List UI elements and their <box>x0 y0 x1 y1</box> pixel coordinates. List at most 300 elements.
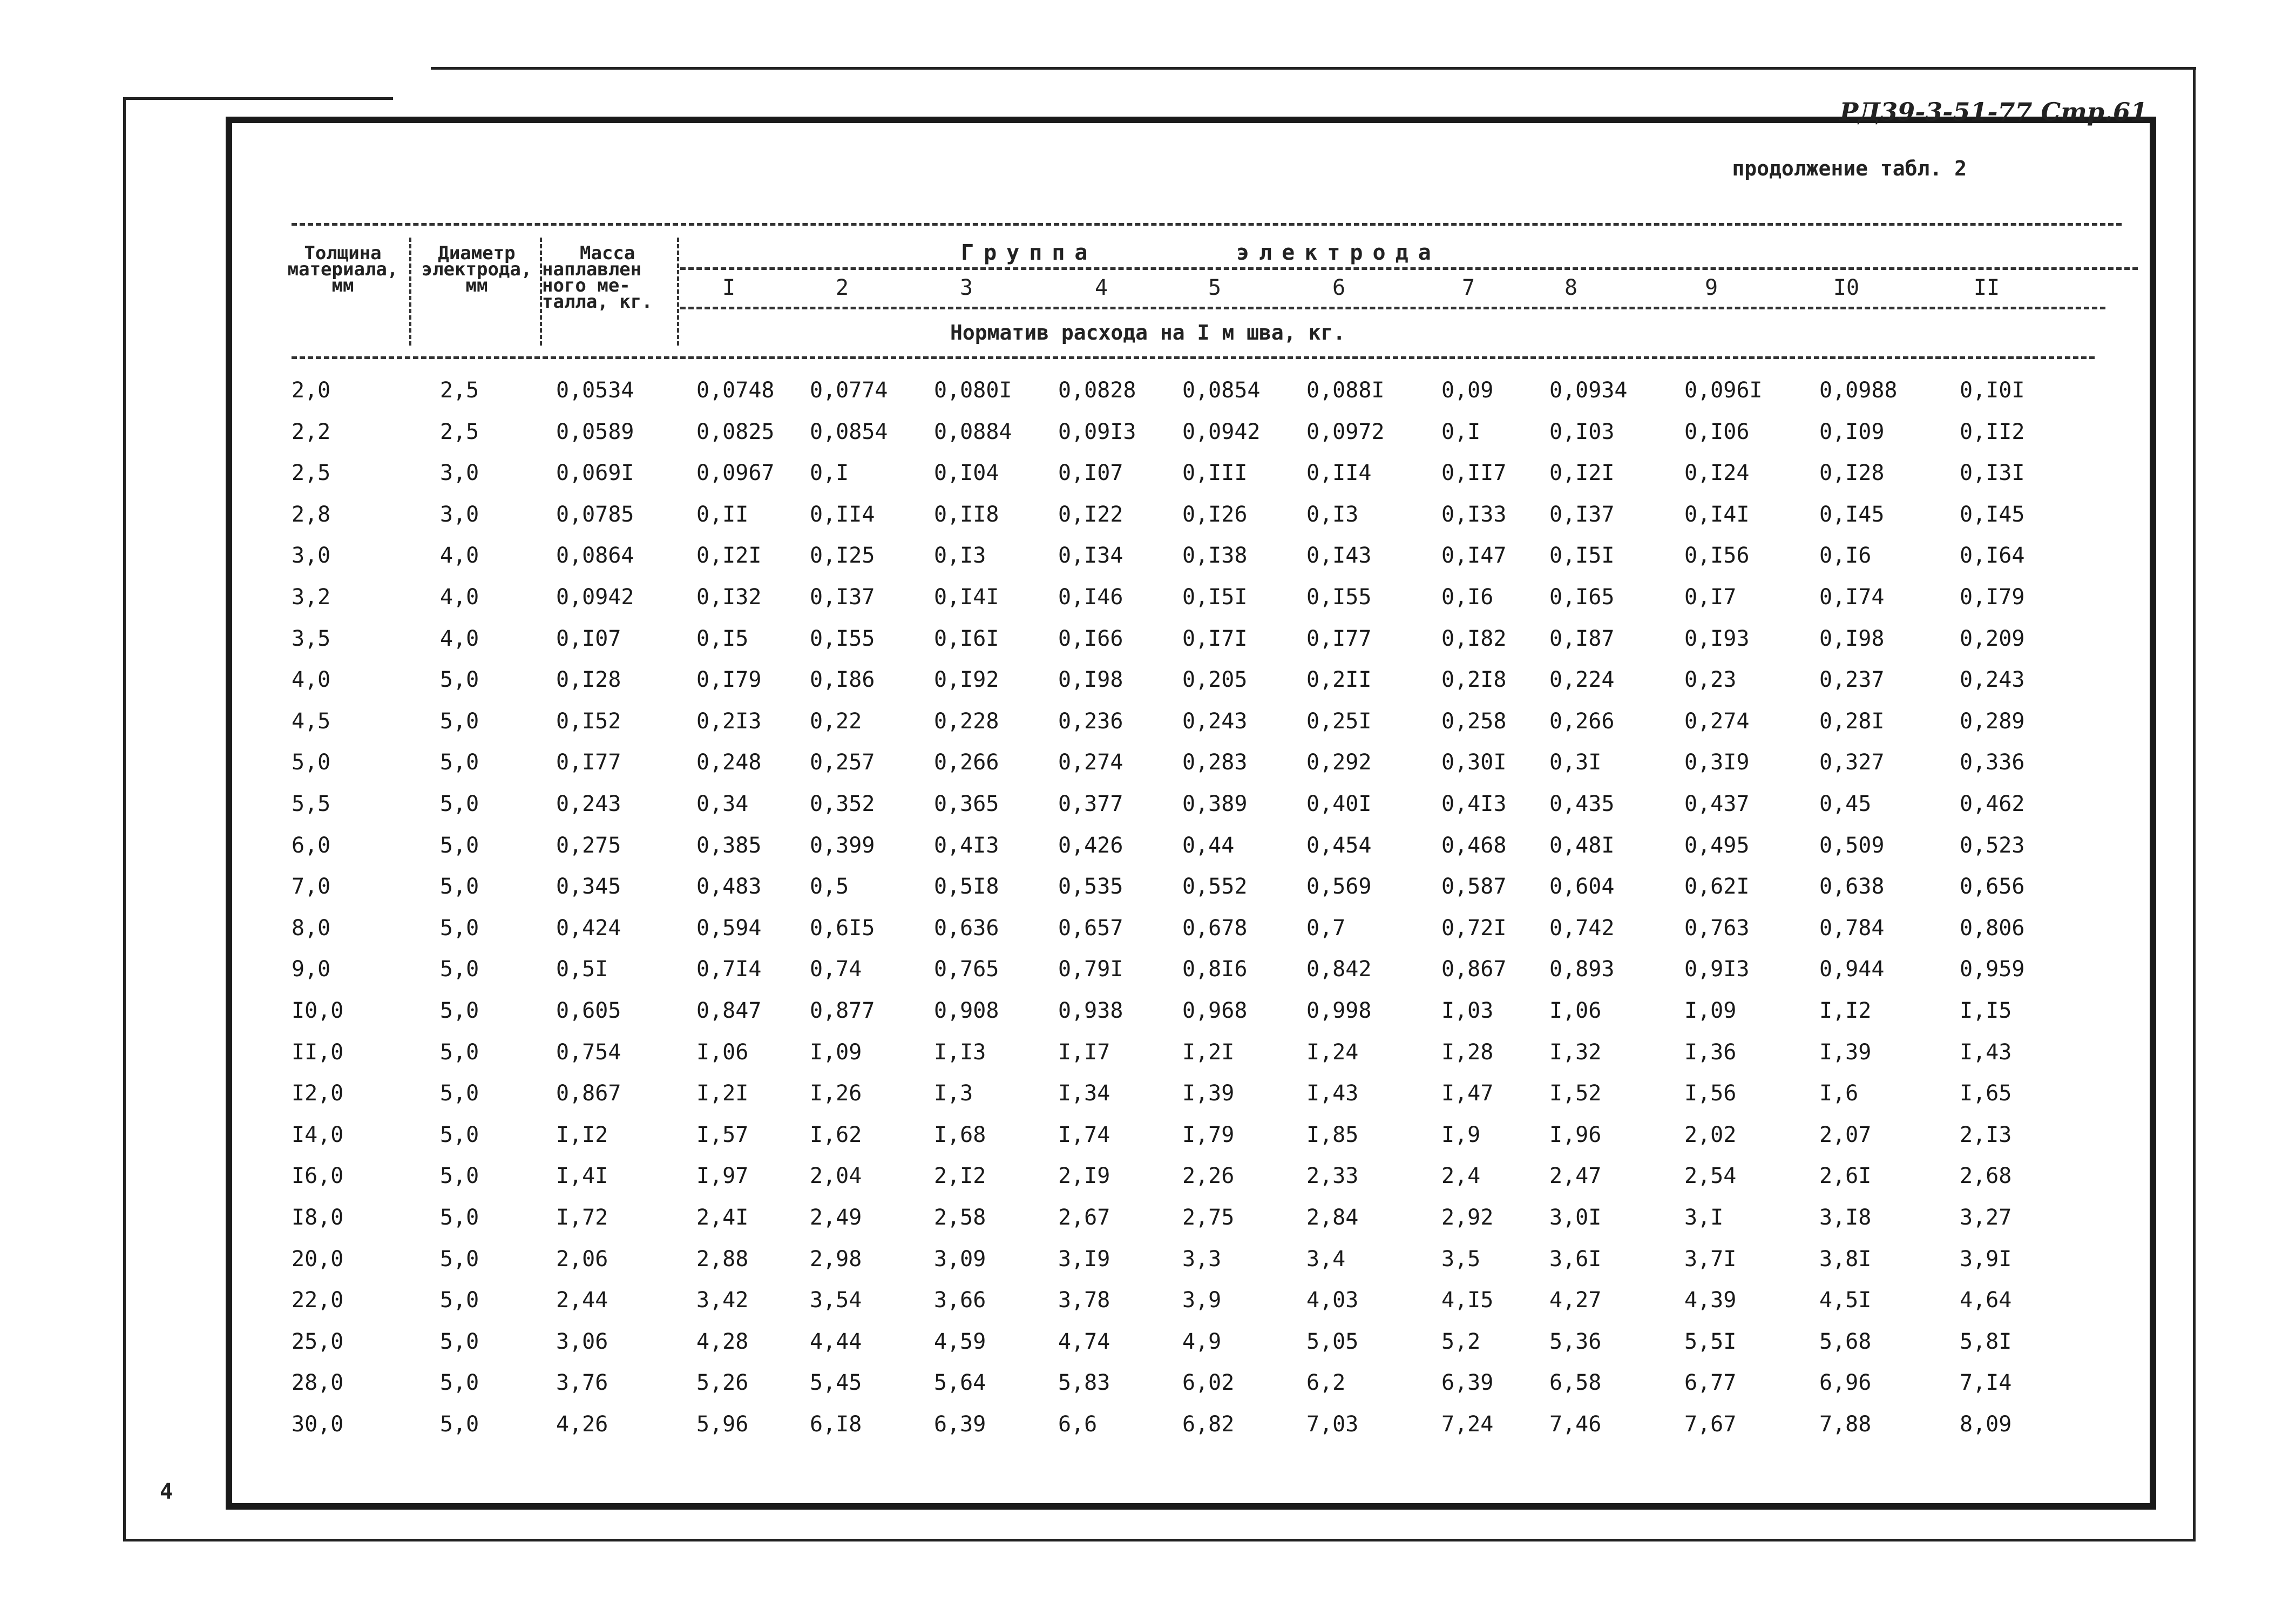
cell-diameter: 4,0 <box>440 543 479 569</box>
cell-norm-group-9: 0,23 <box>1684 667 1737 693</box>
cell-norm-group-1: 0,847 <box>696 998 762 1023</box>
cell-norm-group-11: 0,243 <box>1960 667 2025 693</box>
cell-norm-group-6: 0,2II <box>1306 667 1372 693</box>
cell-thickness: 2,0 <box>292 378 331 403</box>
cell-norm-group-8: 0,435 <box>1549 792 1615 816</box>
cell-norm-group-2: 5,45 <box>810 1370 862 1396</box>
cell-thickness: 20,0 <box>292 1246 344 1272</box>
cell-norm-group-2: 6,I8 <box>810 1412 862 1437</box>
cell-norm-group-6: 0,088I <box>1306 378 1385 403</box>
cell-norm-group-4: 0,274 <box>1058 750 1123 775</box>
cell-norm-group-7: 5,2 <box>1441 1329 1481 1354</box>
cell-norm-group-11: 0,II2 <box>1960 419 2025 444</box>
cell-norm-group-9: 5,5I <box>1684 1329 1737 1354</box>
cell-norm-group-11: 0,209 <box>1960 626 2025 651</box>
cell-norm-group-1: I,57 <box>696 1122 749 1147</box>
cell-norm-group-3: 2,58 <box>934 1205 986 1230</box>
cell-diameter: 5,0 <box>440 957 479 982</box>
cell-norm-group-5: 0,205 <box>1182 667 1248 693</box>
cell-norm-group-1: I,97 <box>696 1164 749 1189</box>
header-mass-line: талла, кг. <box>542 291 653 313</box>
cell-mass: 0,243 <box>556 792 621 816</box>
cell-diameter: 5,0 <box>440 1246 479 1272</box>
cell-diameter: 2,5 <box>440 419 479 444</box>
cell-norm-group-4: 3,I9 <box>1058 1246 1110 1272</box>
cell-mass: 3,06 <box>556 1329 608 1354</box>
cell-norm-group-10: 0,I09 <box>1819 419 1885 444</box>
cell-norm-group-11: 8,09 <box>1960 1412 2012 1437</box>
cell-norm-group-9: 0,9I3 <box>1684 957 1750 982</box>
cell-norm-group-7: 0,09 <box>1441 378 1494 403</box>
cell-norm-group-2: 0,0854 <box>810 419 888 444</box>
cell-norm-group-5: 0,552 <box>1182 874 1248 900</box>
cell-mass: 2,06 <box>556 1246 608 1272</box>
cell-norm-group-8: I,52 <box>1549 1081 1602 1106</box>
cell-thickness: 3,5 <box>292 626 331 651</box>
cell-norm-group-4: 0,I34 <box>1058 543 1123 569</box>
cell-thickness: 6,0 <box>292 833 331 858</box>
cell-norm-group-11: 0,806 <box>1960 915 2025 941</box>
cell-norm-group-6: 0,25I <box>1306 708 1372 734</box>
cell-norm-group-4: 0,426 <box>1058 833 1123 858</box>
cell-norm-group-3: 6,39 <box>934 1412 986 1437</box>
cell-norm-group-4: 2,I9 <box>1058 1164 1110 1189</box>
group-number: 7 <box>1461 275 1475 300</box>
cell-thickness: 28,0 <box>292 1370 344 1396</box>
cell-norm-group-6: I,43 <box>1306 1081 1359 1106</box>
cell-thickness: I2,0 <box>292 1081 344 1106</box>
cell-norm-group-9: 7,67 <box>1684 1412 1737 1437</box>
group-number: 3 <box>959 275 973 300</box>
cell-norm-group-8: 0,I87 <box>1549 626 1615 651</box>
cell-mass: 0,I28 <box>556 667 621 693</box>
cell-norm-group-7: 0,I <box>1441 419 1481 444</box>
cell-norm-group-5: 0,I38 <box>1182 543 1248 569</box>
cell-norm-group-2: 0,877 <box>810 998 875 1023</box>
cell-norm-group-3: I,I3 <box>934 1039 986 1065</box>
cell-norm-group-3: 4,59 <box>934 1329 986 1354</box>
cell-norm-group-8: 0,3I <box>1549 750 1602 775</box>
cell-norm-group-1: 0,34 <box>696 792 749 816</box>
header-diameter-line: электрода, <box>421 259 532 280</box>
cell-norm-group-11: I,65 <box>1960 1081 2012 1106</box>
cell-norm-group-10: 0,28I <box>1819 708 1885 734</box>
cell-norm-group-5: I,39 <box>1182 1081 1235 1106</box>
cell-norm-group-1: 0,248 <box>696 750 762 775</box>
cell-diameter: 5,0 <box>440 998 479 1023</box>
cell-norm-group-3: 0,4I3 <box>934 833 999 858</box>
cell-norm-group-10: 0,0988 <box>1819 378 1898 403</box>
cell-norm-group-4: 0,236 <box>1058 708 1123 734</box>
cell-mass: 0,0942 <box>556 585 634 610</box>
cell-norm-group-6: 4,03 <box>1306 1288 1359 1313</box>
cell-thickness: 3,2 <box>292 585 331 610</box>
cell-norm-group-6: I,85 <box>1306 1122 1359 1147</box>
cell-norm-group-4: 0,657 <box>1058 915 1123 941</box>
cell-diameter: 5,0 <box>440 1370 479 1396</box>
cell-norm-group-2: 0,I55 <box>810 626 875 651</box>
cell-norm-group-5: 2,26 <box>1182 1164 1235 1189</box>
cell-thickness: 5,5 <box>292 792 331 816</box>
cell-norm-group-2: 0,5 <box>810 874 849 900</box>
cell-norm-group-7: 0,I82 <box>1441 626 1507 651</box>
cell-mass: 0,0589 <box>556 419 634 444</box>
cell-thickness: I4,0 <box>292 1122 344 1147</box>
cell-diameter: 4,0 <box>440 626 479 651</box>
cell-norm-group-4: 0,535 <box>1058 874 1123 900</box>
cell-mass: 0,424 <box>556 915 621 941</box>
cell-norm-group-6: 2,84 <box>1306 1205 1359 1230</box>
cell-mass: 0,I52 <box>556 708 621 734</box>
cell-norm-group-10: 2,07 <box>1819 1122 1872 1147</box>
cell-norm-group-2: 0,I25 <box>810 543 875 569</box>
cell-thickness: II,0 <box>292 1039 344 1065</box>
cell-thickness: 4,5 <box>292 708 331 734</box>
cell-norm-group-5: 0,389 <box>1182 792 1248 816</box>
group-number: 2 <box>835 275 849 300</box>
cell-norm-group-6: 0,292 <box>1306 750 1372 775</box>
cell-norm-group-11: 0,I79 <box>1960 585 2025 610</box>
cell-mass: 0,605 <box>556 998 621 1023</box>
cell-diameter: 5,0 <box>440 833 479 858</box>
cell-mass: 0,I77 <box>556 750 621 775</box>
cell-norm-group-1: 4,28 <box>696 1329 749 1354</box>
cell-norm-group-11: 0,I45 <box>1960 502 2025 527</box>
cell-norm-group-5: 0,I5I <box>1182 585 1248 610</box>
cell-norm-group-6: I,24 <box>1306 1039 1359 1065</box>
header-rule-numbers <box>680 307 2105 309</box>
cell-norm-group-9: 2,02 <box>1684 1122 1737 1147</box>
cell-norm-group-4: 4,74 <box>1058 1329 1110 1354</box>
cell-diameter: 5,0 <box>440 1329 479 1354</box>
cell-norm-group-8: 2,47 <box>1549 1164 1602 1189</box>
cell-norm-group-2: 4,44 <box>810 1329 862 1354</box>
cell-norm-group-10: 0,327 <box>1819 750 1885 775</box>
cell-diameter: 5,0 <box>440 750 479 775</box>
cell-norm-group-8: 5,36 <box>1549 1329 1602 1354</box>
cell-thickness: 8,0 <box>292 915 331 941</box>
cell-norm-group-9: 0,437 <box>1684 792 1750 816</box>
cell-norm-group-1: 0,0748 <box>696 378 775 403</box>
sheet-border-right <box>2193 67 2196 1541</box>
cell-norm-group-7: 4,I5 <box>1441 1288 1494 1313</box>
cell-diameter: 5,0 <box>440 708 479 734</box>
cell-diameter: 3,0 <box>440 461 479 486</box>
table-caption: продолжение табл. 2 <box>1732 157 1967 180</box>
cell-norm-group-3: 0,I3 <box>934 543 986 569</box>
cell-norm-group-1: 0,483 <box>696 874 762 900</box>
cell-norm-group-2: 2,04 <box>810 1164 862 1189</box>
cell-norm-group-11: 0,I3I <box>1960 461 2025 486</box>
cell-mass: 0,345 <box>556 874 621 900</box>
cell-norm-group-7: I,47 <box>1441 1081 1494 1106</box>
cell-norm-group-3: 0,266 <box>934 750 999 775</box>
cell-norm-group-1: 0,II <box>696 502 749 527</box>
header-rule-bottom <box>292 356 2095 359</box>
document-stamp: РД39-3-51-77 Стр.61 <box>1839 97 2148 126</box>
cell-norm-group-6: 0,454 <box>1306 833 1372 858</box>
cell-norm-group-9: 0,I93 <box>1684 626 1750 651</box>
cell-norm-group-8: 0,48I <box>1549 833 1615 858</box>
cell-norm-group-5: 0,8I6 <box>1182 957 1248 982</box>
cell-norm-group-8: 3,0I <box>1549 1205 1602 1230</box>
cell-norm-group-9: I,09 <box>1684 998 1737 1023</box>
cell-norm-group-2: I,26 <box>810 1081 862 1106</box>
cell-norm-group-7: I,03 <box>1441 998 1494 1023</box>
page-mark: 4 <box>160 1479 173 1504</box>
cell-norm-group-6: 6,2 <box>1306 1370 1346 1396</box>
cell-norm-group-11: 0,336 <box>1960 750 2025 775</box>
cell-norm-group-4: I,74 <box>1058 1122 1110 1147</box>
cell-norm-group-5: 3,3 <box>1182 1246 1222 1272</box>
cell-norm-group-9: 0,I4I <box>1684 502 1750 527</box>
cell-norm-group-6: 7,03 <box>1306 1412 1359 1437</box>
cell-norm-group-6: 0,I77 <box>1306 626 1372 651</box>
cell-mass: 0,867 <box>556 1081 621 1106</box>
cell-norm-group-9: 0,3I9 <box>1684 750 1750 775</box>
cell-norm-group-9: 0,274 <box>1684 708 1750 734</box>
cell-norm-group-8: 0,266 <box>1549 708 1615 734</box>
cell-mass: 4,26 <box>556 1412 608 1437</box>
cell-norm-group-8: 0,604 <box>1549 874 1615 900</box>
cell-norm-group-4: 0,I07 <box>1058 461 1123 486</box>
cell-norm-group-5: 0,I7I <box>1182 626 1248 651</box>
cell-norm-group-5: 0,678 <box>1182 915 1248 941</box>
group-number: 6 <box>1332 275 1346 300</box>
cell-norm-group-7: 0,587 <box>1441 874 1507 900</box>
cell-norm-group-10: 2,6I <box>1819 1164 1872 1189</box>
cell-norm-group-6: 0,II4 <box>1306 461 1372 486</box>
header-mass-line: наплавлен <box>542 259 642 280</box>
cell-norm-group-7: 0,I47 <box>1441 543 1507 569</box>
cell-norm-group-9: 3,I <box>1684 1205 1724 1230</box>
cell-norm-group-10: 0,I74 <box>1819 585 1885 610</box>
cell-diameter: 5,0 <box>440 667 479 693</box>
cell-norm-group-8: 0,I03 <box>1549 419 1615 444</box>
cell-norm-group-4: 0,I98 <box>1058 667 1123 693</box>
cell-norm-group-8: I,06 <box>1549 998 1602 1023</box>
cell-diameter: 5,0 <box>440 1164 479 1189</box>
cell-norm-group-8: 0,I37 <box>1549 502 1615 527</box>
cell-norm-group-9: 2,54 <box>1684 1164 1737 1189</box>
cell-mass: I,4I <box>556 1164 608 1189</box>
cell-norm-group-2: 0,I <box>810 461 849 486</box>
cell-norm-group-11: 7,I4 <box>1960 1370 2012 1396</box>
cell-norm-group-4: I,I7 <box>1058 1039 1110 1065</box>
cell-norm-group-3: 0,228 <box>934 708 999 734</box>
cell-mass: 0,0864 <box>556 543 634 569</box>
group-number: 8 <box>1564 275 1578 300</box>
header-diameter <box>415 242 539 296</box>
cell-thickness: 2,2 <box>292 419 331 444</box>
cell-norm-group-7: 6,39 <box>1441 1370 1494 1396</box>
header-mass <box>542 242 677 313</box>
cell-norm-group-9: 0,495 <box>1684 833 1750 858</box>
cell-norm-group-3: 2,I2 <box>934 1164 986 1189</box>
cell-norm-group-5: 0,I26 <box>1182 502 1248 527</box>
cell-norm-group-8: 0,I2I <box>1549 461 1615 486</box>
cell-thickness: 30,0 <box>292 1412 344 1437</box>
cell-norm-group-11: 3,27 <box>1960 1205 2012 1230</box>
cell-norm-group-7: I,9 <box>1441 1122 1481 1147</box>
group-number: I0 <box>1833 275 1860 300</box>
cell-norm-group-1: 0,385 <box>696 833 762 858</box>
cell-norm-group-7: I,28 <box>1441 1039 1494 1065</box>
cell-thickness: I6,0 <box>292 1164 344 1189</box>
cell-norm-group-1: 0,I2I <box>696 543 762 569</box>
cell-norm-group-5: 0,968 <box>1182 998 1248 1023</box>
cell-norm-group-10: 3,I8 <box>1819 1205 1872 1230</box>
cell-norm-group-11: I,43 <box>1960 1039 2012 1065</box>
cell-norm-group-11: 5,8I <box>1960 1329 2012 1354</box>
cell-norm-group-5: 3,9 <box>1182 1288 1222 1313</box>
cell-norm-group-5: 0,0942 <box>1182 419 1261 444</box>
cell-norm-group-8: 6,58 <box>1549 1370 1602 1396</box>
cell-norm-group-4: 0,377 <box>1058 792 1123 816</box>
cell-norm-group-5: I,2I <box>1182 1039 1235 1065</box>
header-thickness-line: материала, <box>287 259 398 280</box>
cell-norm-group-8: 4,27 <box>1549 1288 1602 1313</box>
cell-norm-group-1: 0,7I4 <box>696 957 762 982</box>
cell-norm-group-8: 0,I5I <box>1549 543 1615 569</box>
cell-thickness: I8,0 <box>292 1205 344 1230</box>
cell-norm-group-11: 0,289 <box>1960 708 2025 734</box>
cell-norm-group-4: 6,6 <box>1058 1412 1098 1437</box>
cell-norm-group-7: 2,4 <box>1441 1164 1481 1189</box>
cell-norm-group-7: 0,258 <box>1441 708 1507 734</box>
cell-diameter: 5,0 <box>440 1412 479 1437</box>
cell-mass: I,72 <box>556 1205 608 1230</box>
cell-thickness: 2,8 <box>292 502 331 527</box>
cell-norm-group-2: 0,6I5 <box>810 915 875 941</box>
cell-norm-group-4: 5,83 <box>1058 1370 1110 1396</box>
cell-norm-group-7: 0,2I8 <box>1441 667 1507 693</box>
cell-norm-group-6: 3,4 <box>1306 1246 1346 1272</box>
cell-norm-group-6: 0,I55 <box>1306 585 1372 610</box>
cell-norm-group-3: 0,765 <box>934 957 999 982</box>
group-number: I <box>722 275 736 300</box>
cell-norm-group-5: 6,82 <box>1182 1412 1235 1437</box>
cell-norm-group-10: 3,8I <box>1819 1246 1872 1272</box>
cell-diameter: 3,0 <box>440 502 479 527</box>
cell-norm-group-2: 0,I86 <box>810 667 875 693</box>
group-number: 9 <box>1704 275 1718 300</box>
sheet-border-top <box>431 67 2196 70</box>
cell-thickness: 9,0 <box>292 957 331 982</box>
cell-norm-group-4: 0,I22 <box>1058 502 1123 527</box>
norm-title: Норматив расхода на I м шва, кг. <box>950 321 1346 344</box>
cell-norm-group-10: 6,96 <box>1819 1370 1872 1396</box>
cell-mass: I,I2 <box>556 1122 608 1147</box>
cell-norm-group-3: 0,I4I <box>934 585 999 610</box>
cell-mass: 0,0785 <box>556 502 634 527</box>
sheet-border-bottom <box>123 1539 2196 1541</box>
cell-thickness: 2,5 <box>292 461 331 486</box>
cell-norm-group-11: I,I5 <box>1960 998 2012 1023</box>
cell-norm-group-6: 2,33 <box>1306 1164 1359 1189</box>
cell-norm-group-8: 3,6I <box>1549 1246 1602 1272</box>
cell-norm-group-5: 6,02 <box>1182 1370 1235 1396</box>
cell-thickness: I0,0 <box>292 998 344 1023</box>
cell-norm-group-3: 0,080I <box>934 378 1012 403</box>
cell-norm-group-5: 0,0854 <box>1182 378 1261 403</box>
cell-norm-group-1: I,06 <box>696 1039 749 1065</box>
cell-mass: 0,275 <box>556 833 621 858</box>
cell-norm-group-6: 0,998 <box>1306 998 1372 1023</box>
cell-norm-group-9: 3,7I <box>1684 1246 1737 1272</box>
cell-norm-group-2: 0,II4 <box>810 502 875 527</box>
cell-norm-group-1: 5,96 <box>696 1412 749 1437</box>
cell-norm-group-1: 0,I79 <box>696 667 762 693</box>
cell-thickness: 22,0 <box>292 1288 344 1313</box>
cell-norm-group-3: 0,I04 <box>934 461 999 486</box>
header-mass-line: Масса <box>580 242 635 264</box>
cell-norm-group-8: 0,742 <box>1549 915 1615 941</box>
cell-diameter: 5,0 <box>440 1288 479 1313</box>
cell-norm-group-1: 0,594 <box>696 915 762 941</box>
header-thickness-line: Толщина <box>304 242 382 264</box>
cell-norm-group-2: 0,0774 <box>810 378 888 403</box>
cell-norm-group-1: 3,42 <box>696 1288 749 1313</box>
cell-norm-group-10: 0,944 <box>1819 957 1885 982</box>
cell-norm-group-5: I,79 <box>1182 1122 1235 1147</box>
cell-norm-group-9: 0,I06 <box>1684 419 1750 444</box>
cell-norm-group-10: 0,509 <box>1819 833 1885 858</box>
cell-norm-group-11: 3,9I <box>1960 1246 2012 1272</box>
cell-mass: 0,I07 <box>556 626 621 651</box>
cell-norm-group-9: 0,I7 <box>1684 585 1737 610</box>
cell-norm-group-1: I,2I <box>696 1081 749 1106</box>
cell-norm-group-4: I,34 <box>1058 1081 1110 1106</box>
cell-diameter: 5,0 <box>440 1039 479 1065</box>
cell-norm-group-3: 3,66 <box>934 1288 986 1313</box>
cell-norm-group-7: 0,72I <box>1441 915 1507 941</box>
cell-mass: 0,069I <box>556 461 634 486</box>
cell-norm-group-10: 0,I6 <box>1819 543 1872 569</box>
cell-norm-group-9: 0,I56 <box>1684 543 1750 569</box>
cell-thickness: 4,0 <box>292 667 331 693</box>
cell-norm-group-3: 0,5I8 <box>934 874 999 900</box>
cell-diameter: 4,0 <box>440 585 479 610</box>
cell-norm-group-8: 0,I65 <box>1549 585 1615 610</box>
cell-norm-group-10: 7,88 <box>1819 1412 1872 1437</box>
cell-diameter: 5,0 <box>440 874 479 900</box>
header-divider <box>409 238 411 346</box>
cell-mass: 0,0534 <box>556 378 634 403</box>
cell-thickness: 7,0 <box>292 874 331 900</box>
cell-mass: 0,5I <box>556 957 608 982</box>
cell-norm-group-9: 0,62I <box>1684 874 1750 900</box>
cell-norm-group-11: 2,I3 <box>1960 1122 2012 1147</box>
header-diameter-line: мм <box>465 275 488 296</box>
cell-norm-group-1: 0,0825 <box>696 419 775 444</box>
cell-norm-group-8: 0,224 <box>1549 667 1615 693</box>
cell-norm-group-6: 0,842 <box>1306 957 1372 982</box>
cell-norm-group-7: 0,867 <box>1441 957 1507 982</box>
cell-norm-group-7: 7,24 <box>1441 1412 1494 1437</box>
cell-norm-group-9: 6,77 <box>1684 1370 1737 1396</box>
cell-norm-group-10: I,I2 <box>1819 998 1872 1023</box>
cell-norm-group-3: 0,0884 <box>934 419 1012 444</box>
group-title: Группа <box>961 240 1098 265</box>
cell-norm-group-3: I,3 <box>934 1081 973 1106</box>
cell-diameter: 5,0 <box>440 792 479 816</box>
cell-norm-group-6: 0,I43 <box>1306 543 1372 569</box>
cell-norm-group-3: 0,908 <box>934 998 999 1023</box>
cell-norm-group-3: 0,636 <box>934 915 999 941</box>
cell-norm-group-1: 2,4I <box>696 1205 749 1230</box>
cell-thickness: 25,0 <box>292 1329 344 1354</box>
